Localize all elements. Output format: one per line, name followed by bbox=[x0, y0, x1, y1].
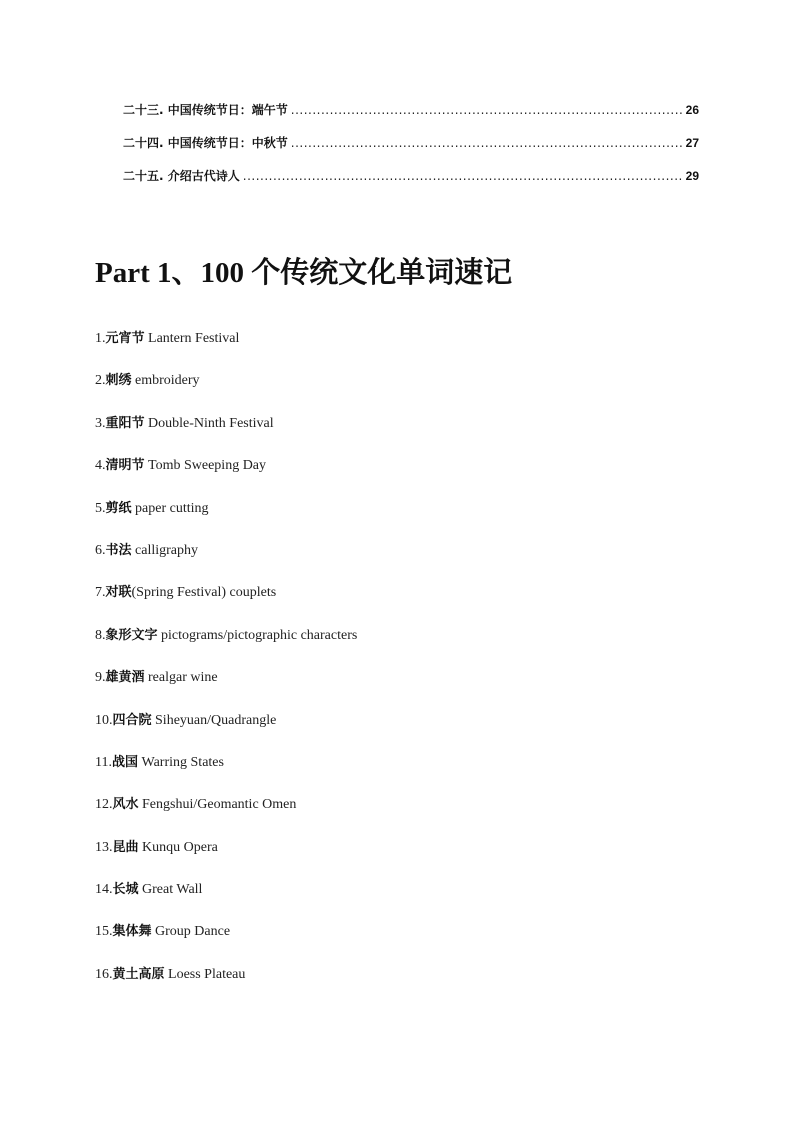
vocab-number: 1. bbox=[95, 331, 106, 346]
toc-entry[interactable] bbox=[123, 167, 699, 200]
toc-dot-leader bbox=[291, 136, 684, 150]
vocab-chinese-term: 集体舞 bbox=[112, 924, 152, 940]
vocab-english-term: Great Wall bbox=[138, 882, 203, 898]
vocab-number: 11. bbox=[95, 754, 112, 770]
vocab-english-term: Tomb Sweeping Day bbox=[144, 458, 267, 474]
part-heading: Part 1、100 个传统文化单词速记 bbox=[95, 257, 513, 289]
vocab-item bbox=[95, 964, 715, 1006]
vocab-chinese-term: 刺绣 bbox=[105, 373, 132, 389]
vocab-chinese-term: 昆曲 bbox=[112, 839, 139, 855]
toc-dot-leader bbox=[243, 169, 684, 183]
vocab-number: 2. bbox=[95, 373, 106, 389]
vocab-chinese-term: 长城 bbox=[112, 882, 139, 898]
vocab-english-term: Warring States bbox=[138, 754, 224, 770]
vocab-number: 14. bbox=[95, 882, 113, 898]
vocab-item bbox=[95, 455, 715, 497]
vocab-list bbox=[95, 328, 715, 1006]
toc-entry-label: 二十五. 介绍古代诗人 bbox=[123, 169, 240, 183]
vocab-chinese-term: 风水 bbox=[112, 797, 139, 813]
vocab-item bbox=[95, 752, 715, 794]
toc-entry-page: 26 bbox=[685, 103, 699, 117]
toc-dot-leader bbox=[291, 103, 684, 117]
vocab-item bbox=[95, 582, 715, 624]
vocab-item bbox=[95, 667, 715, 709]
vocab-number: 5. bbox=[95, 500, 106, 516]
vocab-number: 6. bbox=[95, 542, 106, 558]
vocab-number: 8. bbox=[95, 627, 106, 643]
vocab-english-term: realgar wine bbox=[144, 670, 218, 686]
vocab-english-term: Loess Plateau bbox=[164, 966, 246, 982]
vocab-item bbox=[95, 540, 715, 582]
vocab-item bbox=[95, 794, 715, 836]
vocab-english-term: Siheyuan/Quadrangle bbox=[151, 712, 277, 728]
vocab-english-term: Fengshui/Geomantic Omen bbox=[138, 797, 297, 813]
table-of-contents bbox=[123, 101, 699, 200]
vocab-chinese-term: 元宵节 bbox=[105, 331, 145, 346]
vocab-item bbox=[95, 921, 715, 963]
vocab-chinese-term: 雄黄酒 bbox=[105, 670, 145, 686]
vocab-english-term: pictograms/pictographic characters bbox=[157, 627, 358, 643]
vocab-item bbox=[95, 625, 715, 667]
vocab-chinese-term: 书法 bbox=[105, 542, 132, 558]
vocab-chinese-term: 剪纸 bbox=[105, 500, 132, 516]
vocab-item bbox=[95, 328, 715, 370]
vocab-number: 15. bbox=[95, 924, 113, 940]
vocab-number: 16. bbox=[95, 966, 113, 982]
vocab-english-term: (Spring Festival) couplets bbox=[131, 585, 277, 601]
vocab-english-term: Kunqu Opera bbox=[138, 839, 218, 855]
vocab-item bbox=[95, 710, 715, 752]
vocab-english-term: calligraphy bbox=[131, 542, 198, 558]
vocab-chinese-term: 四合院 bbox=[112, 712, 152, 728]
vocab-english-term: Double-Ninth Festival bbox=[144, 415, 274, 431]
vocab-english-term: Group Dance bbox=[151, 924, 231, 940]
vocab-chinese-term: 对联 bbox=[105, 585, 132, 601]
toc-entry[interactable] bbox=[123, 101, 699, 134]
vocab-number: 12. bbox=[95, 797, 113, 813]
vocab-number: 13. bbox=[95, 839, 113, 855]
vocab-item bbox=[95, 413, 715, 455]
vocab-item bbox=[95, 498, 715, 540]
vocab-chinese-term: 重阳节 bbox=[105, 415, 145, 431]
vocab-number: 9. bbox=[95, 670, 106, 686]
vocab-chinese-term: 黄土高原 bbox=[112, 966, 165, 982]
vocab-chinese-term: 清明节 bbox=[105, 458, 145, 474]
vocab-number: 7. bbox=[95, 585, 106, 601]
toc-entry-page: 27 bbox=[685, 136, 699, 150]
vocab-number: 10. bbox=[95, 712, 113, 728]
toc-entry-label: 二十三. 中国传统节日：端午节 bbox=[123, 103, 288, 117]
toc-entry-label: 二十四. 中国传统节日：中秋节 bbox=[123, 136, 288, 150]
vocab-chinese-term: 象形文字 bbox=[105, 627, 158, 643]
vocab-english-term: Lantern Festival bbox=[144, 331, 240, 346]
toc-entry[interactable] bbox=[123, 134, 699, 167]
vocab-english-term: embroidery bbox=[131, 373, 200, 389]
vocab-item bbox=[95, 837, 715, 879]
vocab-chinese-term: 战国 bbox=[111, 754, 138, 770]
toc-entry-page: 29 bbox=[685, 169, 699, 183]
vocab-item bbox=[95, 879, 715, 921]
vocab-number: 4. bbox=[95, 458, 106, 474]
vocab-item bbox=[95, 370, 715, 412]
vocab-english-term: paper cutting bbox=[131, 500, 209, 516]
vocab-number: 3. bbox=[95, 415, 106, 431]
